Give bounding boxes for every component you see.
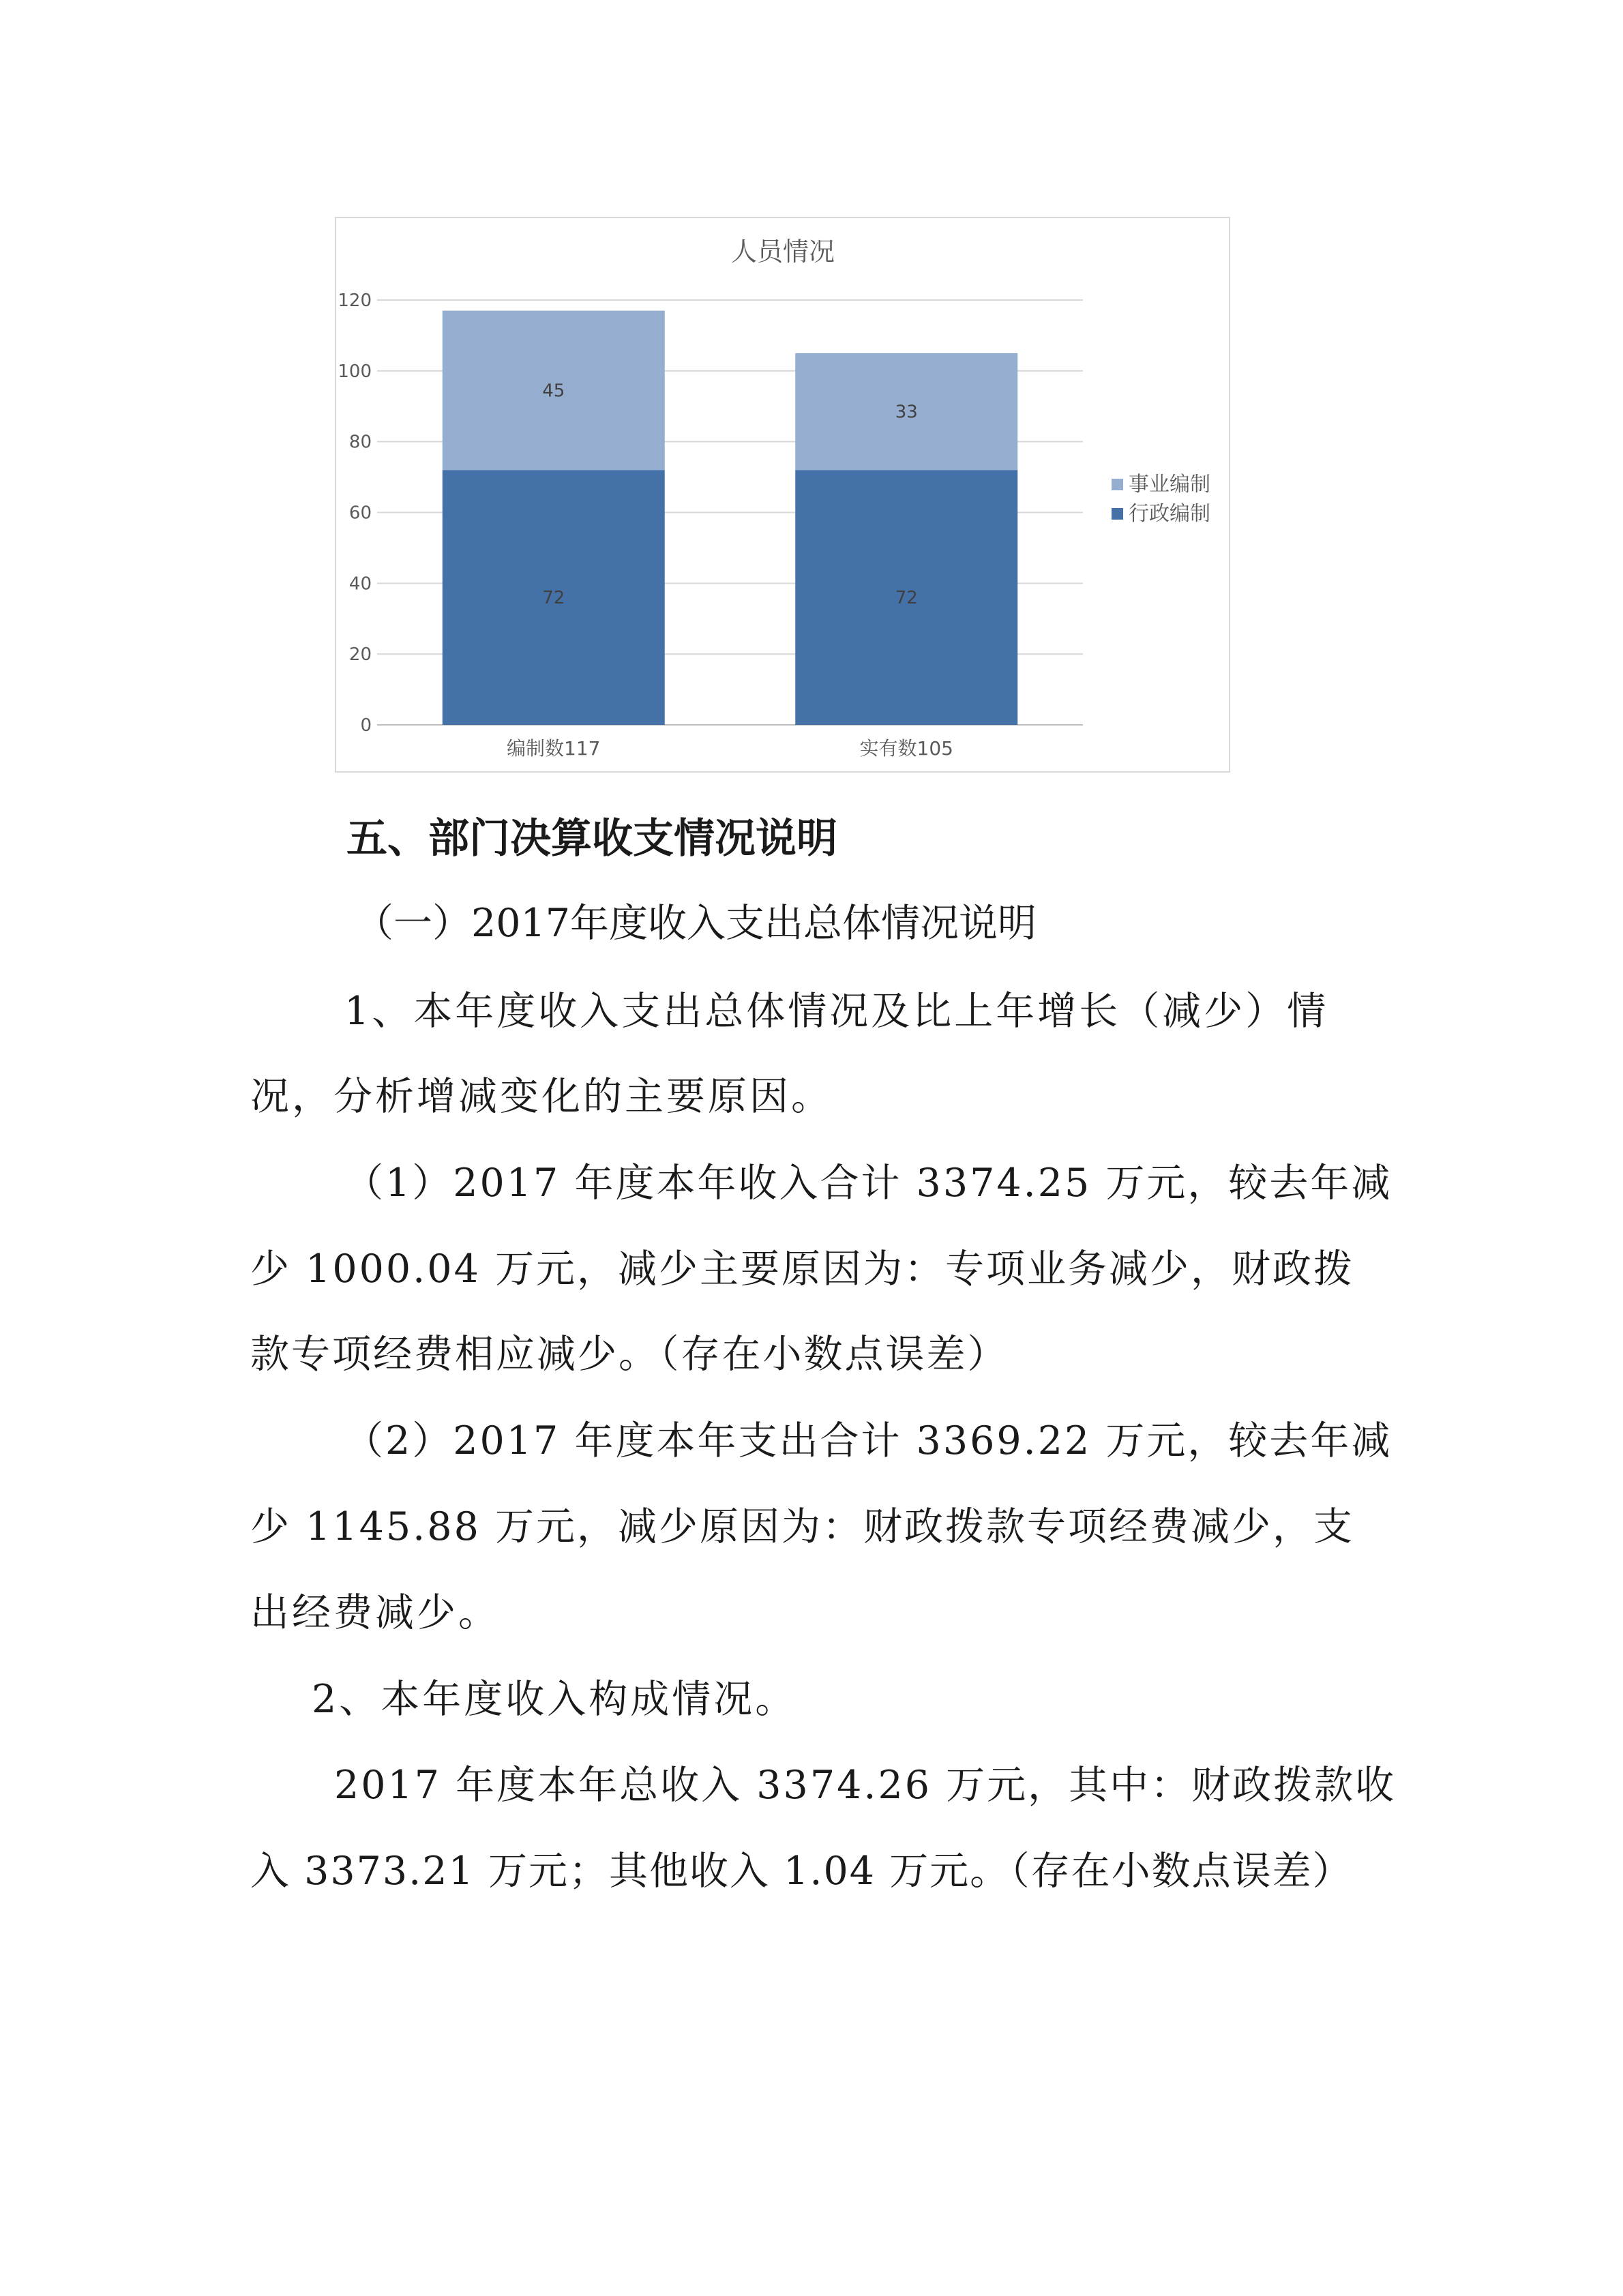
chart-bars <box>443 311 1018 725</box>
subsection-heading: （一）2017年度收入支出总体情况说明 <box>355 901 1037 946</box>
y-tick-label: 20 <box>348 644 372 666</box>
data-label: 72 <box>542 588 565 609</box>
paragraph-line: 2、本年度收入构成情况。 <box>312 1677 797 1722</box>
legend-label: 事业编制 <box>1129 473 1210 496</box>
paragraph-line: 2017 年度本年总收入 3374.26 万元，其中：财政拨款收 <box>334 1763 1397 1808</box>
paragraph-line: 出经费减少。 <box>250 1590 500 1635</box>
paragraph-line: （2）2017 年度本年支出合计 3369.22 万元，较去年减 <box>344 1418 1393 1463</box>
x-tick-label: 实有数105 <box>859 737 953 760</box>
paragraph-line: （1）2017 年度本年收入合计 3374.25 万元，较去年减 <box>344 1161 1393 1206</box>
legend-swatch <box>1112 508 1123 520</box>
data-label: 72 <box>895 588 918 609</box>
paragraph-line: 1、本年度收入支出总体情况及比上年增长（减少）情 <box>344 989 1329 1034</box>
staffing-chart <box>335 217 1230 773</box>
paragraph-line: 款专项经费相应减少。（存在小数点误差） <box>250 1332 1009 1377</box>
x-tick-label: 编制数117 <box>507 737 601 760</box>
data-label: 33 <box>895 402 918 423</box>
chart-title: 人员情况 <box>730 237 835 267</box>
paragraph-line: 入 3373.21 万元；其他收入 1.04 万元。（存在小数点误差） <box>250 1849 1353 1894</box>
legend-label: 行政编制 <box>1129 502 1210 526</box>
y-tick-label: 120 <box>338 290 372 311</box>
data-label: 45 <box>542 381 565 402</box>
legend-swatch <box>1112 479 1123 490</box>
y-tick-label: 0 <box>360 715 372 736</box>
chart-canvas <box>336 218 1232 774</box>
y-tick-label: 60 <box>348 503 372 524</box>
y-tick-label: 100 <box>338 361 372 382</box>
paragraph-line: 况，分析增减变化的主要原因。 <box>250 1074 833 1119</box>
y-tick-label: 80 <box>348 432 372 453</box>
paragraph-line: 少 1145.88 万元，减少原因为：财政拨款专项经费减少，支 <box>250 1504 1354 1549</box>
chart-legend <box>1112 473 1210 526</box>
paragraph-line: 少 1000.04 万元，减少主要原因为：专项业务减少，财政拨 <box>250 1247 1354 1292</box>
y-tick-label: 40 <box>348 573 372 595</box>
section-heading: 五、部门决算收支情况说明 <box>346 815 837 863</box>
